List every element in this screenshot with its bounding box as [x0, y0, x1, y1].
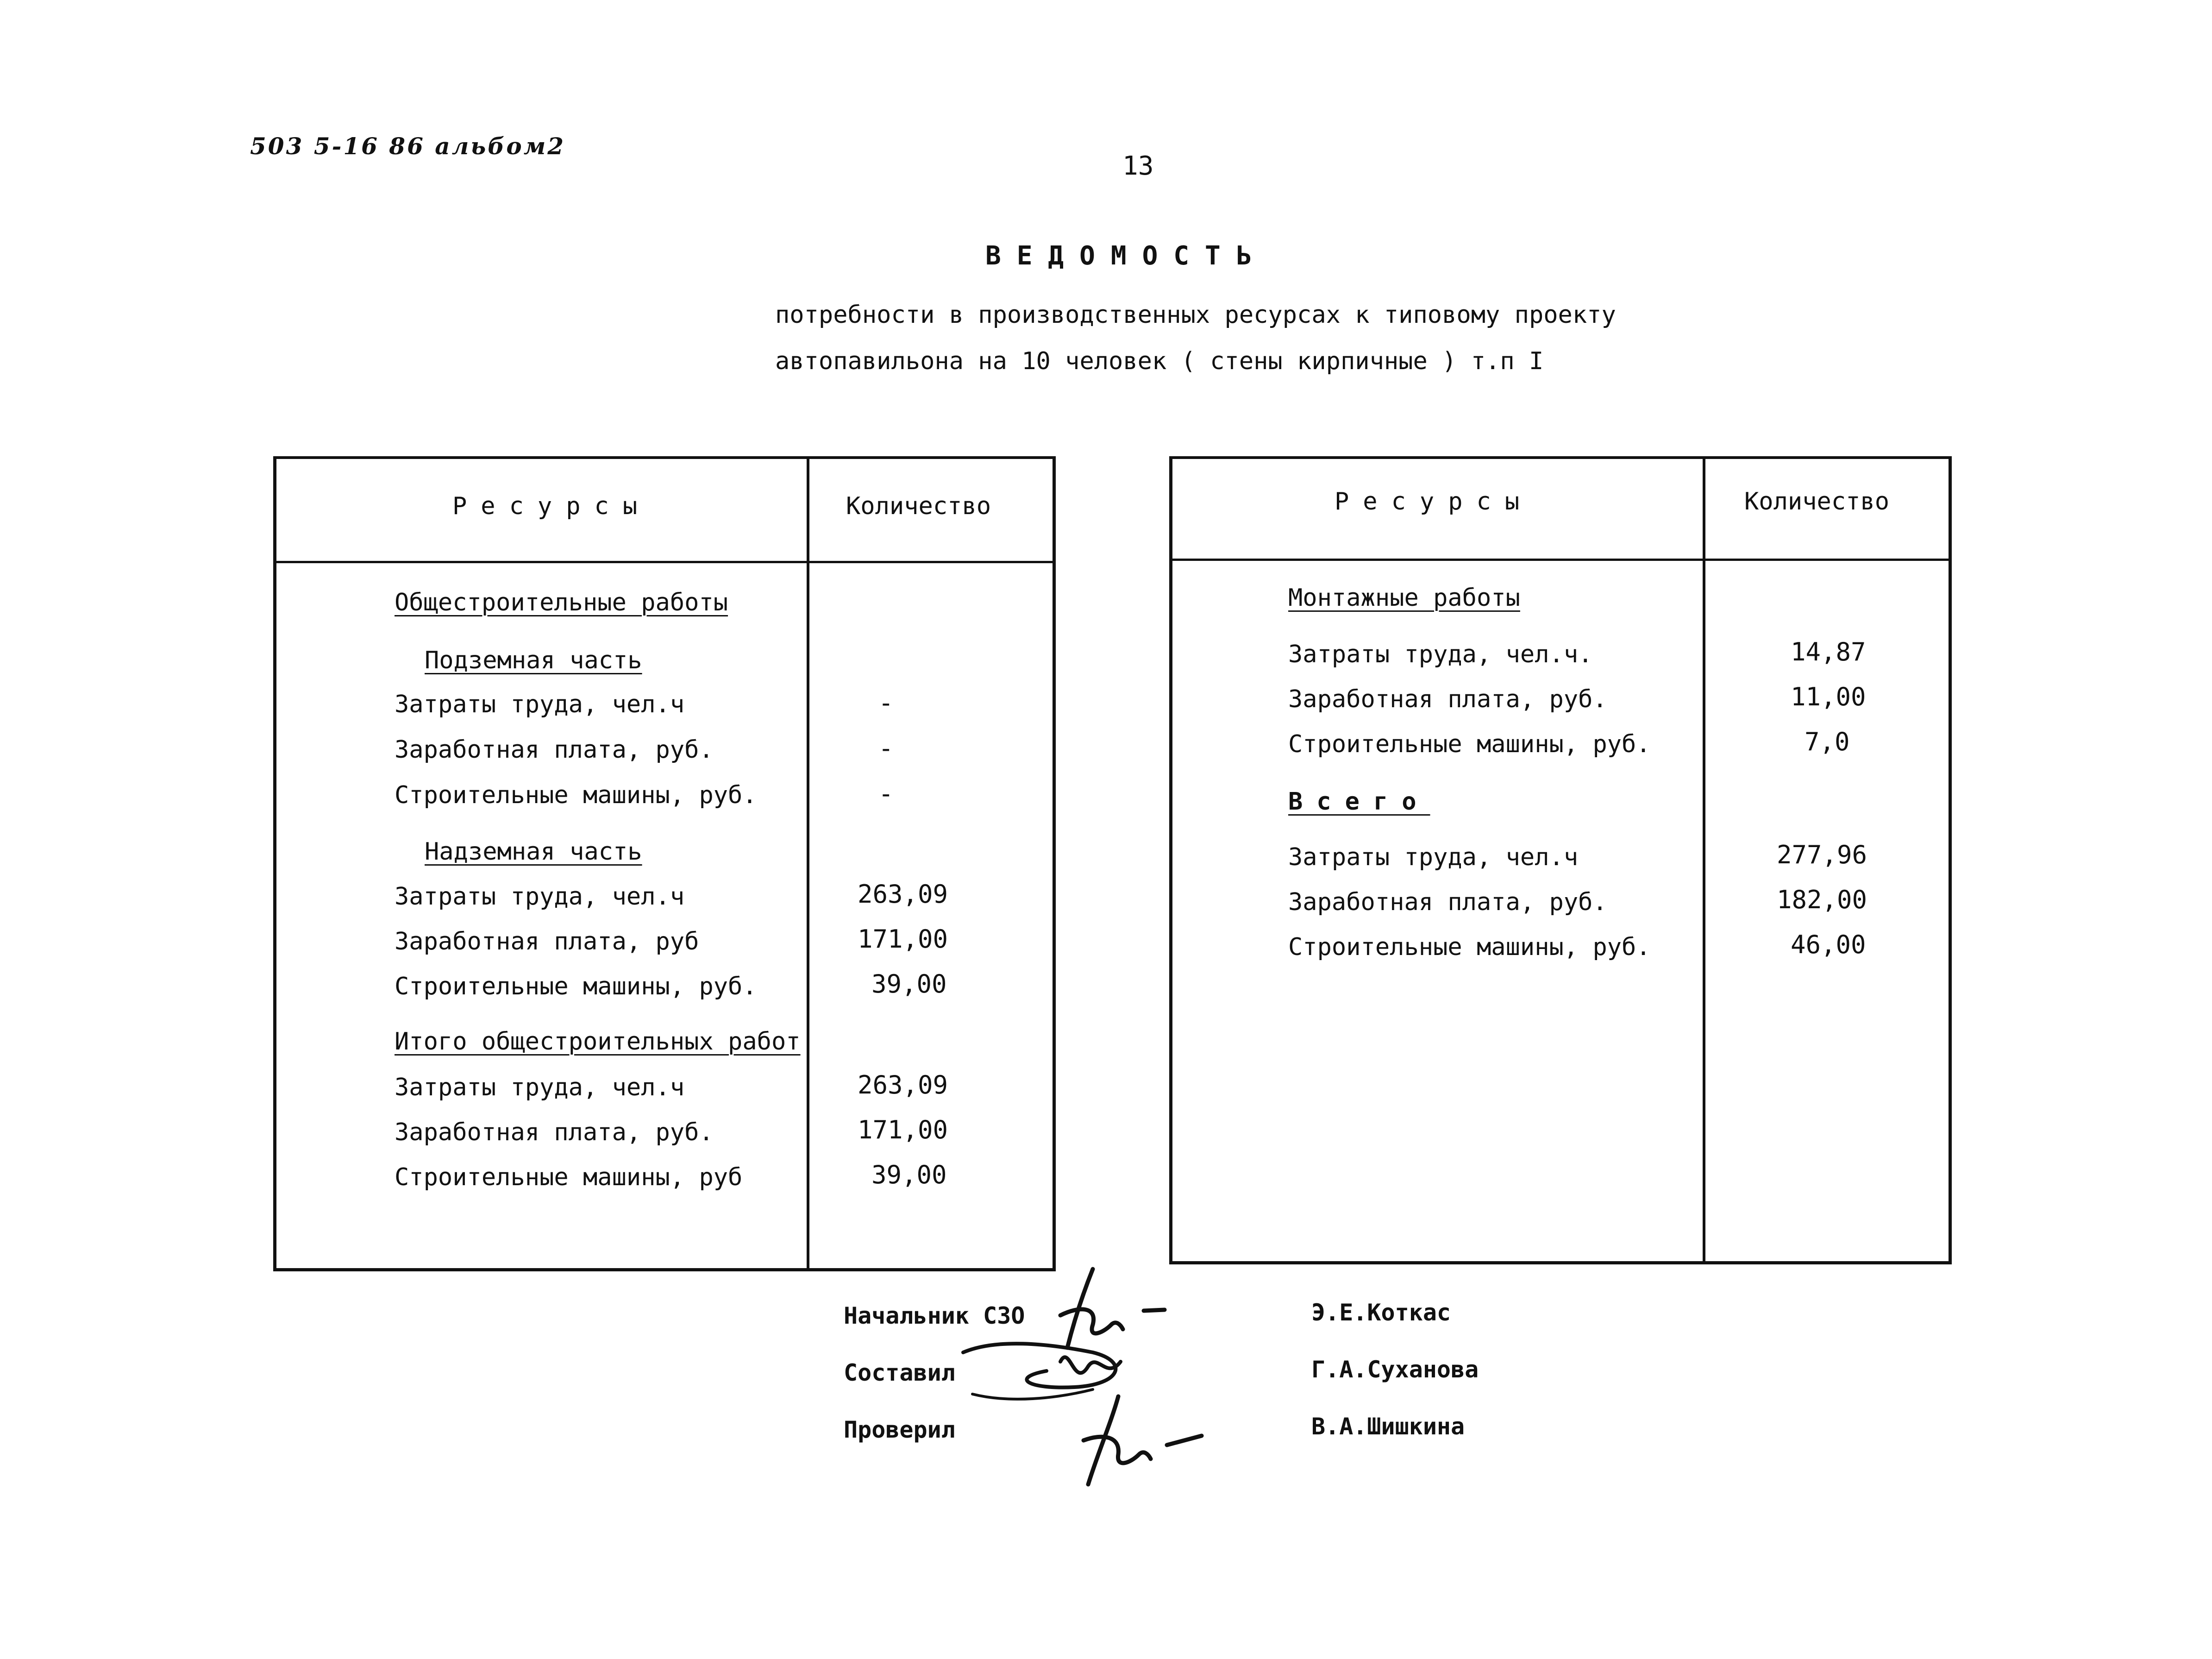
handwritten-signature-checked — [1074, 1389, 1222, 1491]
table-row-value: 263,09 — [858, 1070, 948, 1100]
table-row-value: - — [878, 779, 894, 808]
header-resources: Ресурсы — [452, 492, 652, 520]
page-number: 13 — [1122, 151, 1154, 181]
table-row-value: 7,0 — [1805, 727, 1850, 756]
header-quantity: Количество — [846, 492, 991, 520]
table-row-label: Строительные машины, руб. — [1288, 933, 1651, 961]
table-row-label: Затраты труда, чел.ч. — [1288, 641, 1593, 668]
header-divider — [276, 561, 1053, 563]
section-title: Общестроительные работы — [395, 589, 728, 616]
table-row-value: - — [878, 734, 894, 763]
table-row-label: Затраты труда, чел.ч — [395, 1074, 685, 1101]
subsection-title: Итого общестроительных работ — [395, 1028, 801, 1056]
subsection-title: Подземная часть — [425, 647, 642, 674]
table-row-label: Заработная плата, руб. — [1288, 888, 1607, 916]
header-quantity: Количество — [1744, 488, 1890, 515]
table-row-label: Заработная плата, руб. — [1288, 685, 1607, 713]
table-row-value: 11,00 — [1791, 682, 1866, 711]
table-row-label: Затраты труда, чел.ч — [1288, 843, 1579, 871]
table-row-label: Строительные машины, руб. — [395, 973, 757, 1000]
signature-role-compiled: Составил — [844, 1359, 955, 1386]
table-row-value: 39,00 — [871, 1160, 947, 1189]
table-row-value: 263,09 — [858, 880, 948, 909]
column-divider — [807, 459, 809, 1268]
subsection-title: Надземная часть — [425, 838, 642, 866]
right-resources-table — [1169, 456, 1952, 1264]
header-divider — [1172, 559, 1949, 561]
subtitle-line-1: потребности в производственных ресурсах к типовому проекту — [775, 301, 1616, 329]
document-code: 503 5-16 86 альбом2 — [250, 132, 566, 160]
table-row-label: Затраты труда, чел.ч — [395, 691, 685, 718]
table-row-label: Заработная плата, руб. — [395, 1119, 714, 1146]
table-row-value: 171,00 — [858, 924, 948, 954]
signature-name-chief: Э.Е.Коткас — [1311, 1299, 1451, 1326]
table-row-value: 39,00 — [871, 969, 947, 999]
column-divider — [1703, 459, 1705, 1261]
subtitle-line-2: автопавильона на 10 человек ( стены кирпичные ) т.п I — [775, 347, 1544, 375]
table-row-label: Заработная плата, руб. — [395, 736, 714, 764]
table-row-value: - — [878, 688, 894, 717]
table-row-label: Затраты труда, чел.ч — [395, 883, 685, 911]
table-row-label: Строительные машины, руб. — [395, 781, 757, 809]
section-title: Монтажные работы — [1288, 584, 1520, 612]
table-row-label: Заработная плата, руб — [395, 928, 699, 955]
header-resources: Ресурсы — [1335, 488, 1534, 515]
total-section-title: Всего — [1288, 788, 1430, 816]
table-row-value: 277,96 — [1777, 840, 1867, 869]
table-row-value: 14,87 — [1791, 637, 1866, 666]
signature-role-checked: Проверил — [844, 1416, 955, 1443]
table-row-value: 46,00 — [1791, 930, 1866, 959]
signature-name-checked: В.А.Шишкина — [1311, 1413, 1465, 1440]
table-row-value: 182,00 — [1777, 885, 1867, 914]
signature-name-compiled: Г.А.Суханова — [1311, 1356, 1479, 1383]
table-row-value: 171,00 — [858, 1115, 948, 1144]
left-resources-table — [273, 456, 1056, 1271]
table-row-label: Строительные машины, руб — [395, 1163, 743, 1191]
table-row-label: Строительные машины, руб. — [1288, 730, 1651, 758]
document-title: ВЕДОМОСТЬ — [985, 241, 1268, 271]
signature-role-chief: Начальник СЗО — [844, 1302, 1025, 1329]
